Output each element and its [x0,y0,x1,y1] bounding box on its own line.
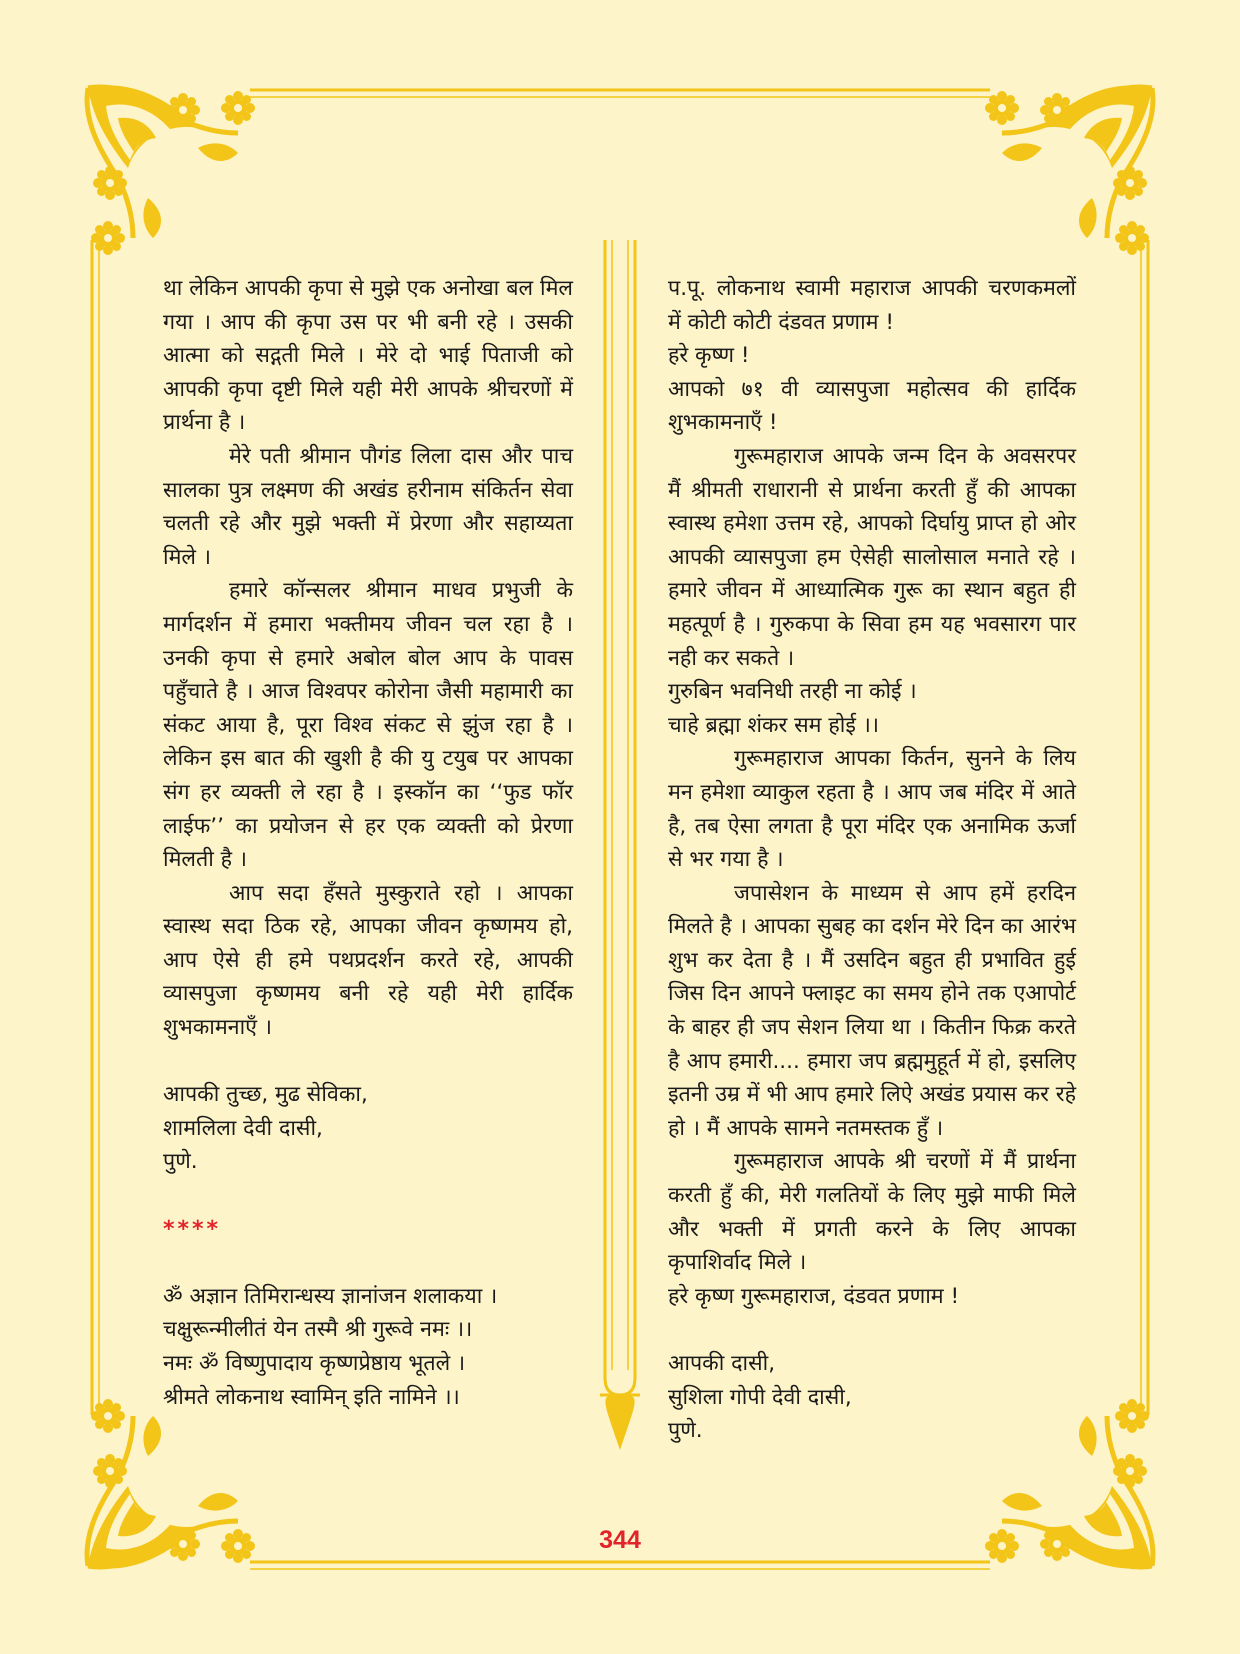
right-column [668,272,1076,1448]
right-greeting: हरे कृष्ण ! [668,343,750,369]
right-paragraph-4: गुरूमहाराज आपके श्री चरणों में मैं प्रार्थना करती हुँ की, मेरी गलतियों के लिए मुझे माफी मिले और भक्ती में प्रगती करने के लिए आपका कृपाशिर्वाद मिले । [668,1149,1076,1276]
left-paragraph-2: मेरे पती श्रीमान पौगंड लिला दास और पाच सालका पुत्र लक्ष्मण की अखंड हरीनाम संकिर्तन सेवा चलती रहे और मुझे भक्ती में प्रेरणा और सहाय्यता मिले । [163,443,573,570]
left-signature-line-1: आपकी तुच्छ, मुढ सेविका, [163,1082,368,1108]
right-salutation: प.पू. लोकनाथ स्वामी महाराज आपकी चरणकमलों में कोटी कोटी दंडवत प्रणाम ! [668,276,1076,335]
mantra-line-4: श्रीमते लोकनाथ स्वामिन् इति नामिने ।। [163,1384,460,1410]
right-signature-line-1: आपकी दासी, [668,1351,776,1376]
right-verse-line-2: चाहे ब्रह्मा शंकर सम होई ।। [668,712,880,738]
left-paragraph-1: था लेकिन आपकी कृपा से मुझे एक अनोखा बल मिल गया । आप की कृपा उस पर भी बनी रहे । उसकी आत्मा को सद्गती मिले । मेरे दो भाई पिताजी को आपकी कृपा दृष्टी मिले यही मेरी आपके श्रीचरणों में प्रार्थना है । [163,276,573,436]
mantra-line-2: चक्षुरून्मीलीतं येन तस्मै श्री गुरूवे नमः ।। [163,1317,473,1343]
right-paragraph-3: जपासेशन के माध्यम से आप हमें हरदिन मिलते है । आपका सुबह का दर्शन मेरे दिन का आरंभ शुभ कर देता है । मैं उसदिन बहुत ही प्रभावित हुई जिस दिन आपने फ्लाइट का समय होने तक एआपोर्ट के बाहर ही जप सेशन लिया था । कितीन फिक्र करते है आप हमारी.... हमारा जप ब्रह्ममुहूर्त में हो, इसलिए इतनी उम्र में भी आप हमारे लिऐ अखंड प्रयास कर रहे हो । मैं आपके सामने नतमस्तक हुँ । [668,880,1076,1141]
mantra-line-3: नमः ॐ विष्णुपादाय कृष्णप्रेष्ठाय भूतले । [163,1351,466,1376]
mantra-line-1: ॐ अज्ञान तिमिरान्धस्य ज्ञानांजन शलाकया । [163,1283,498,1309]
left-paragraph-4: आप सदा हँसते मुस्कुराते रहो । आपका स्वास्थ सदा ठिक रहे, आपका जीवन कृष्णमय हो, आप ऐसे ही हमे पथप्रदर्शन करते रहे, आपकी व्यासपुजा कृष्णमय बनी रहे यही मेरी हार्दिक शुभकामनाएँ । [163,880,573,1041]
right-paragraph-2: गुरूमहाराज आपका किर्तन, सुनने के लिय मन हमेशा व्याकुल रहता है । आप जब मंदिर में आते है, तब ऐसा लगता है पूरा मंदिर एक अनामिक ऊर्जा से भर गया है । [668,746,1076,873]
right-paragraph-1: गुरूमहाराज आपके जन्म दिन के अवसरपर मैं श्रीमती राधारानी से प्रार्थना करती हुँ की आपका स्वास्थ हमेशा उत्तम रहे, आपको दिर्घायु प्राप्त हो ओर आपकी व्यासपुजा हम ऐसेही सालोसाल मनाते रहे ।हमारे जीवन में आध्यात्मिक गुरू का स्थान बहुत ही महत्पूर्ण है । गुरुकपा के सिवा हम यह भवसारग पार नही कर सकते । [668,443,1076,671]
left-paragraph-3: हमारे कॉन्सलर श्रीमान माधव प्रभुजी के मार्गदर्शन में हमारा भक्तीमय जीवन चल रहा है । उनकी कृपा से हमारे अबोल बोल आप के पावस पहुँचाते है । आज विश्वपर कोरोना जैसी महामारी का संकट आया है, पूरा विश्व संकट से झुंज रहा है । लेकिन इस बात की खुशी है की यु टयुब पर आपका संग हर व्यक्ती ले रहा है । इस्कॉन का ‘‘फुड फॉर लाईफ’’ का प्रयोजन से हर एक व्यक्ती को प्रेरणा मिलती है । [163,578,573,873]
page-number: 344 [599,1526,641,1554]
left-signature-line-3: पुणे. [163,1149,198,1175]
right-signature-line-3: पुणे. [668,1418,703,1444]
right-signature-line-2: सुशिला गोपी देवी दासी, [668,1384,852,1410]
left-signature-line-2: शामलिला देवी दासी, [163,1115,323,1141]
right-verse-line-1: गुरुबिन भवनिधी तरही ना कोई । [668,679,917,705]
right-closing: हरे कृष्ण गुरूमहाराज, दंडवत प्रणाम ! [668,1283,960,1309]
left-column [163,272,573,1414]
right-wishes: आपको ७१ वी व्यासपुजा महोत्सव की हार्दिक शुभकामनाएँ ! [668,376,1076,436]
section-separator-stars: **** [163,1216,222,1242]
